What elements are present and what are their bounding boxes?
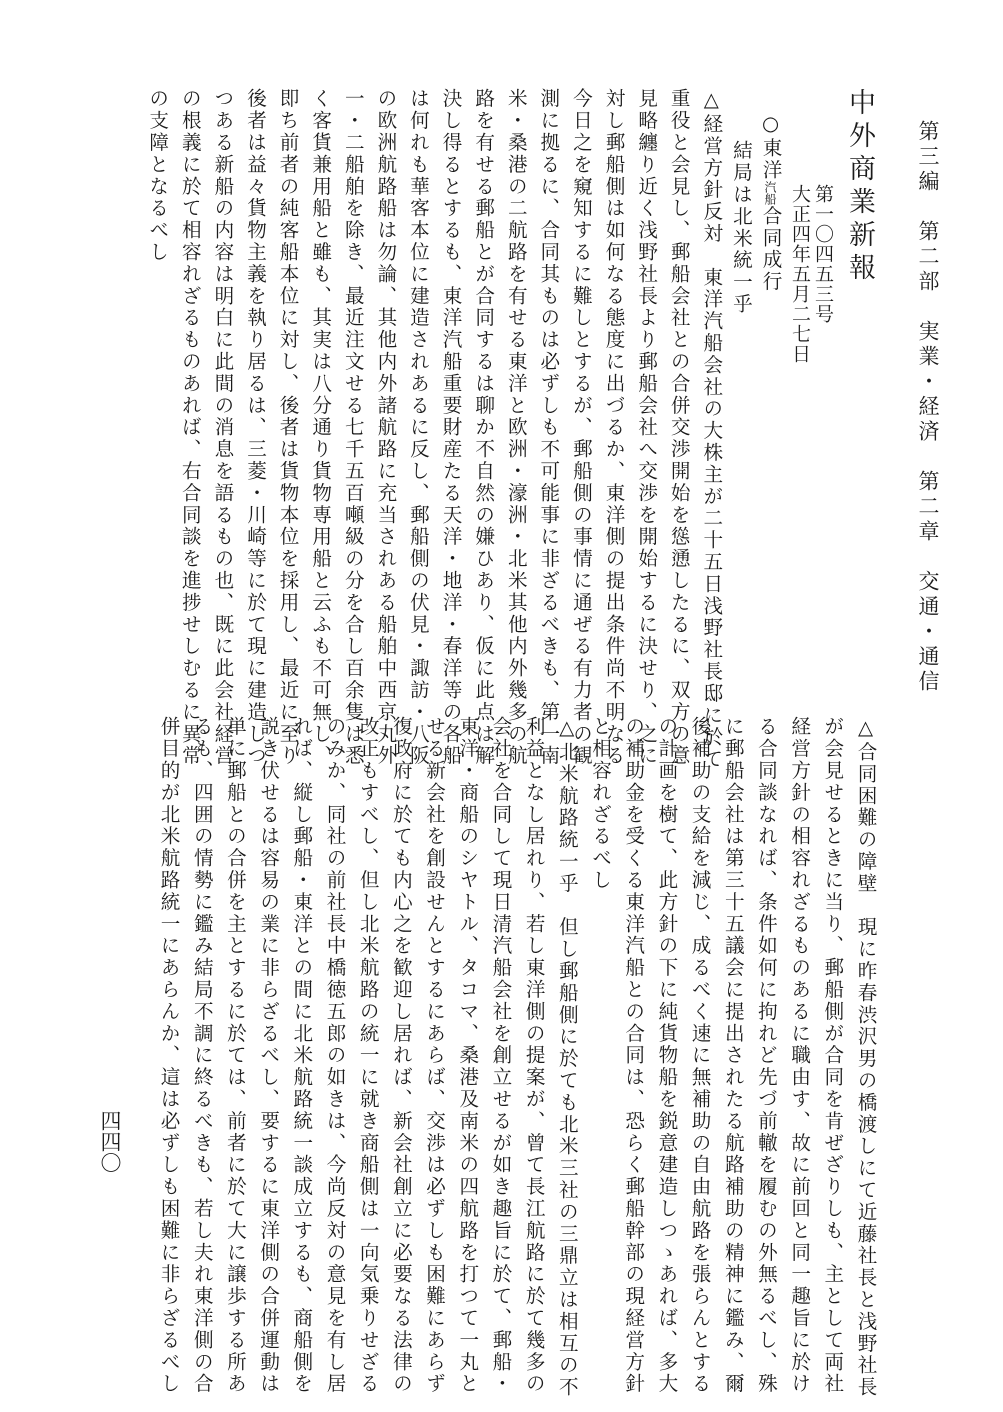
lower-text-line: 説き伏せるは容易の業に非らざるべし、要するに東洋側の合併運動は (256, 716, 280, 1395)
lower-text-line: 利益となし居れり、若し東洋側の提案が、曾て長江航路に於て幾多の (522, 716, 546, 1395)
headline-ruby-bottom: 船 (763, 193, 777, 206)
lower-text-line: △北米航路統一乎 但し郵船側に於ても北米三社の三鼎立は相互の不 (555, 716, 579, 1399)
headline-rest: 合同成行 (759, 205, 782, 293)
upper-text-line: の支障となるべし (145, 88, 169, 264)
lower-text-line: 会社を合同して現日清汽船会社を創立せるが如き趣旨に於て、郵船・ (488, 716, 512, 1395)
upper-text-line: の根義に於て相容れざるものあれば、右合同談を進捗せしむるに異常 (178, 88, 202, 767)
upper-text-line: く客貨兼用船と雖も、其実は八分通り貨物専用船と云ふも不可無し、 (308, 88, 332, 767)
headline-ruby-top: 汽 (763, 181, 777, 194)
lower-text-line: 経営方針の相容れざるものあるに職由す、故に前回と同一趣旨に於け (787, 716, 811, 1395)
lower-text-line: 復政府に於ても内心之を歓迎し居れば、新会社創立に必要なる法律の (389, 716, 413, 1395)
lower-text-line: 東洋・商船のシヤトル、タコマ、桑港及南米の四航路を打つて一丸と (455, 716, 479, 1395)
page-number: 四四〇 (98, 1110, 122, 1173)
lower-text-line: れば、縦し郵船・東洋との間に北米航路統一談成立するも、商船側を (289, 716, 313, 1395)
upper-text-line: 後者は益々貨物主義を執り居るは、三菱・川崎等に於て現に建造しつ (243, 88, 267, 767)
newspaper-name: 中外商業新報 (844, 88, 875, 286)
headline-prefix: ○東洋 (759, 112, 782, 182)
lower-text-line: 単に郵船との合併を主とするに於ては、前者に於て大に譲歩する所あ (223, 716, 247, 1395)
lower-block (158, 716, 875, 1398)
upper-text-line: 見略纏り近く浅野社長より郵船会社へ交渉を開始するに決せり、之に (634, 88, 658, 767)
upper-text-line: 即ち前者の純客船本位に対し、後者は貨物本位を採用し、最近に至り (276, 88, 300, 767)
upper-text-line: 重役と会見し、郵船会社との合併交渉開始を慫慂したるに、双方の意 (667, 88, 691, 767)
lower-text-line: る合同談なれば、条件如何に拘れど先づ前轍を履むの外無るべし、殊 (754, 716, 778, 1395)
lower-text-line: △合同困難の障壁 現に昨春渋沢男の橋渡しにて近藤社長と浅野社長 (854, 716, 877, 1399)
lower-text-line: 改正もすべし、但し北米航路の統一に就き商船側は一向気乗りせざる (356, 716, 380, 1395)
lower-text-line: と相容れざるべし (588, 716, 612, 892)
upper-text-line: 対し郵船側は如何なる態度に出づるか、東洋側の提出条件尚不明なる (602, 88, 626, 767)
lower-text-line: が会見せるときに当り、郵船側が合同を肯ぜざりしも、主として両社 (820, 716, 844, 1395)
lower-text-line: のみか、同社の前社長中橋徳五郎の如きは、今尚反対の意見を有し居 (323, 716, 346, 1395)
upper-text-line: は何れも華客本位に建造されあるに反し、郵船側の伏見・諏訪・八阪 (406, 88, 430, 767)
lower-text-line: 後補助の支給を減じ、成るべく速に無補助の自由航路を張らんとする (688, 716, 712, 1395)
lower-text-line: の補助金を受くる東洋汽船との合同は、恐らく郵船幹部の現経営方針 (621, 716, 645, 1395)
upper-text-line: の欧洲航路船は勿論、其他内外諸航路に充当されある船舶中西京丸外 (373, 88, 397, 767)
upper-text-line: 路を有せる郵船とが合同するは聊か不自然の嫌ひあり、仮に此点は解 (471, 88, 495, 767)
issue-date: 大正四年五月二七日 (789, 184, 811, 364)
article-subheadline: 結局は北米統一乎 (729, 140, 753, 316)
lower-text-line: せる新会社を創設せんとするにあらば、交渉は必ずしも困難にあらず (422, 716, 446, 1395)
issue-number: 第一〇四五三号 (812, 184, 834, 324)
upper-text-line: 今日之を窺知するに難しとするが、郵船側の事情に通ぜる有力者の観 (569, 88, 593, 767)
lower-text-line: るも、四囲の情勢に鑑み結局不調に終るべきも、若し夫れ東洋側の合 (190, 716, 214, 1395)
upper-text-line: 測に拠るに、合同其ものは必ずしも不可能事に非ざるべきも、第一南 (536, 88, 560, 767)
lower-text-line: 併目的が北米航路統一にあらんか、這は必ずしも困難に非らざるべし (157, 716, 181, 1395)
article-headline (760, 88, 780, 770)
upper-text-line: 米・桑港の二航路を有せる東洋と欧洲・濠洲・北米其他内外幾多の航 (504, 88, 528, 767)
upper-text-line: △経営方針反対 東洋汽船会社の大株主が二十五日浅野社長邸に於て (699, 88, 723, 771)
upper-text-line: つある新船の内容は明白に此間の消息を語るもの也、既に此会社経営 (210, 88, 234, 767)
lower-text-line: の計画を樹て、此方針の下に純貨物船を鋭意建造しつゝあれば、多大 (654, 716, 678, 1395)
upper-block (147, 88, 873, 770)
upper-text-line: 一・二船舶を除き、最近注文せる七千五百噸級の分を合し百余隻は悉 (341, 88, 365, 767)
upper-text-line: 決し得るとするも、東洋汽船重要財産たる天洋・地洋・春洋等の各船 (439, 88, 463, 767)
page-header: 第三編 第二部 実業・経済 第二章 交通・通信 (916, 120, 940, 695)
lower-text-line: に郵船会社は第三十五議会に提出されたる航路補助の精神に鑑み、爾 (721, 716, 745, 1395)
